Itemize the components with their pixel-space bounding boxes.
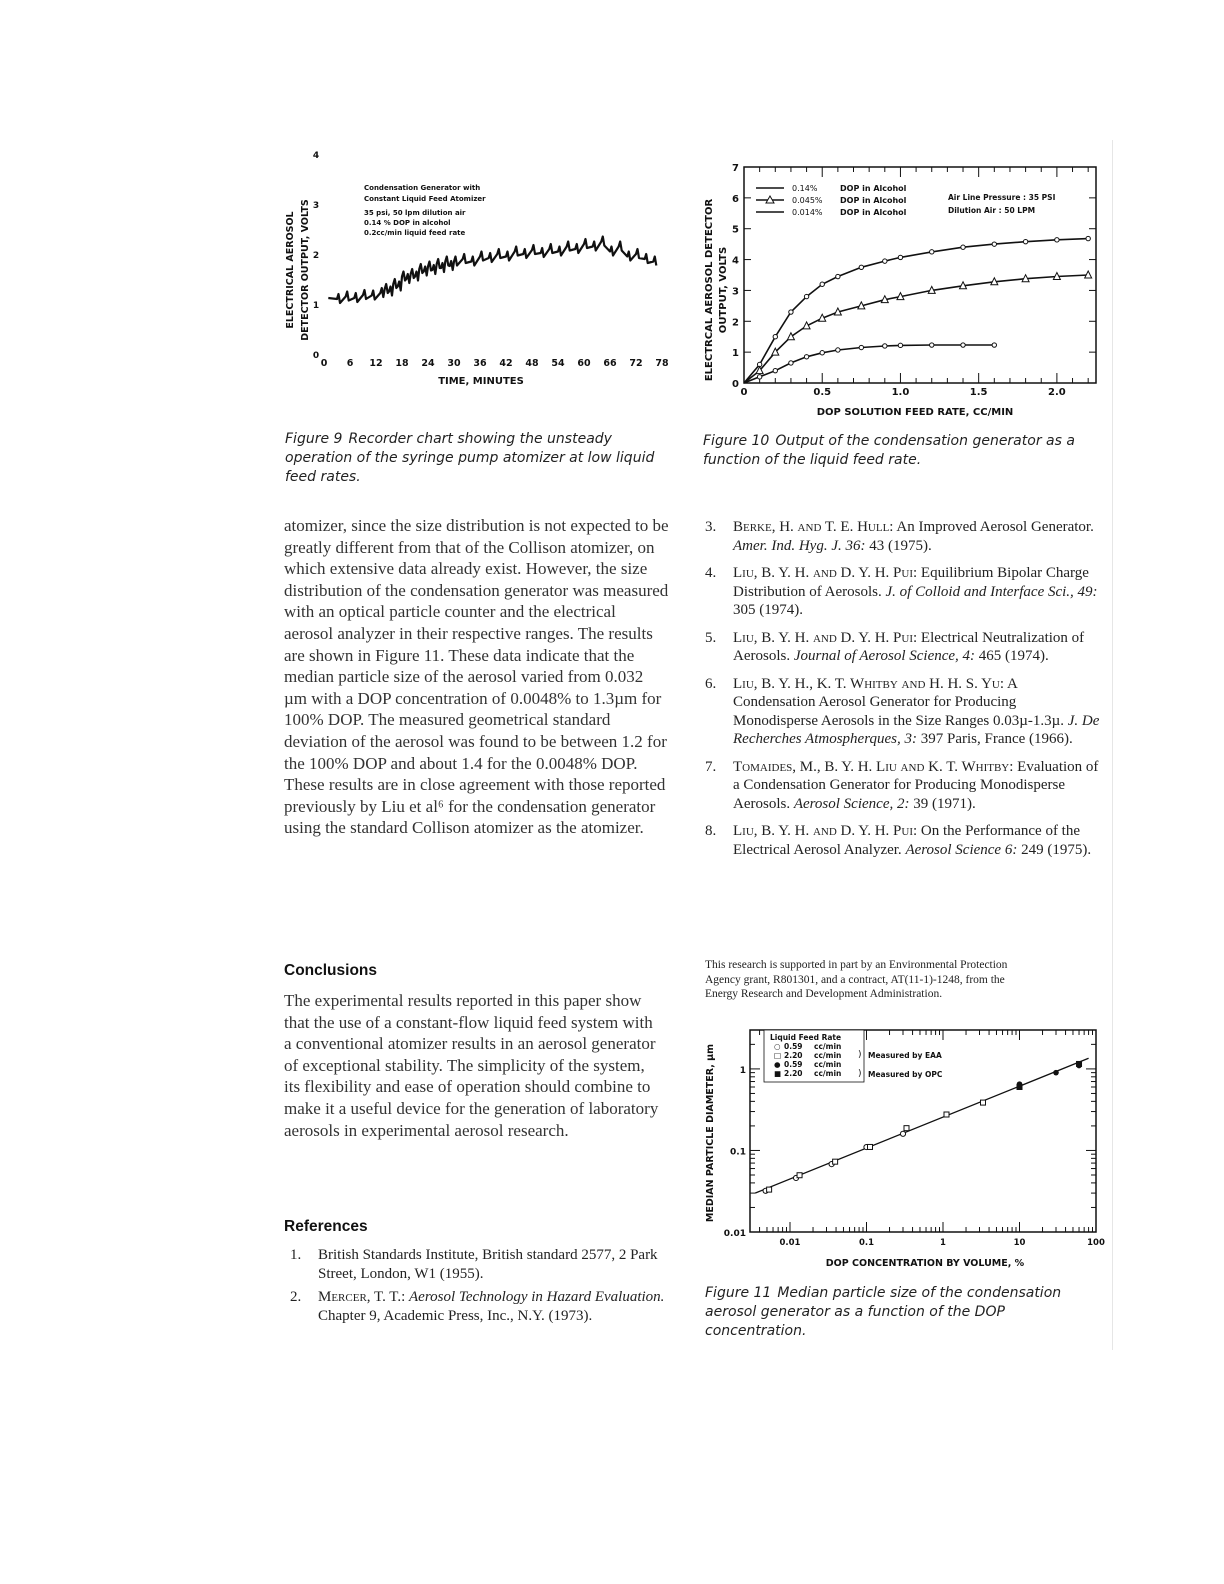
fig11-x-tick-label: 0.1 [858,1238,875,1248]
fig10-annotation: Dilution Air : 50 LPM [948,206,1036,215]
figure-9-number: Figure 9 [285,431,343,447]
fig11-x-tick-label: 0.01 [779,1238,801,1248]
reference-text: On the Performance of the Electrical Aerosol Analyzer. [733,823,1081,858]
fig11-legend-rate: 2.20 [784,1069,803,1078]
fig10-data-point [992,242,996,246]
fig9-annotation [364,184,486,237]
reference-text: British Standards Institute, British standard 2577, 2 Park Street, London, W1 (1955). [318,1247,658,1282]
fig10-data-point [930,343,934,347]
fig11-data-point [1017,1084,1023,1090]
fig9-x-tick-label: 36 [473,358,487,369]
fig9-annot-line: Constant Liquid Feed Atomizer [364,195,486,203]
fig11-legend-symbol: □ [774,1051,782,1060]
fig10-x-tick-label: 0.5 [813,387,832,398]
fig10-data-point [961,343,965,347]
fig9-x-tick-label: 78 [655,358,669,369]
fig9-x-tick-label: 24 [421,358,435,369]
fig10-x-tick-label: 1.5 [969,387,988,398]
references-list-left [290,1246,675,1330]
fig10-data-point [789,310,793,314]
fig10-series-line [744,275,1088,383]
fig11-data-point [1076,1061,1082,1067]
reference-number: 2. [290,1289,302,1305]
reference-text: Evaluation of a Condensation Generator for Producing Monodisperse Aerosols. [733,758,1099,812]
fig10-x-axis-label: DOP SOLUTION FEED RATE, CC/MIN [816,407,1014,418]
reference-authors: Liu, B. Y. H. and D. Y. H. Pui: [733,629,918,646]
fig9-annot-line: Condensation Generator with [364,184,481,192]
fig9-ylabel-line1: ELECTRICAL AEROSOL [285,211,296,329]
reference-item [705,629,1103,666]
reference-authors: Liu, B. Y. H., K. T. Whitby and H. H. S. Yu: [733,675,1005,692]
fig10-series-line [744,345,994,383]
fig11-legend-rate: 2.20 [784,1051,803,1060]
fig11-x-tick-label: 100 [1087,1238,1105,1248]
reference-details: 43 (1975). [869,537,932,554]
fig11-legend-unit: cc/min [814,1060,842,1069]
fig11-y-tick-label: 1 [739,1065,746,1076]
fig10-data-point [836,348,840,352]
fig10-legend [756,184,1056,217]
fig9-y-axis-label [285,199,311,341]
figure-10-caption-text: Output of the condensation generator as a function of the liquid feed rate. [703,433,1075,468]
reference-number: 4. [705,565,717,581]
fig11-y-tick-label: 0.01 [723,1229,746,1239]
fig10-data-point [773,368,777,372]
fig9-x-tick-label: 60 [577,358,591,369]
reference-item [705,822,1103,859]
fig9-y-tick-label: 0 [312,351,320,361]
fig10-data-point [757,375,761,379]
fig10-data-point [883,259,887,263]
reference-details: 397 Paris, France (1966). [920,731,1073,747]
fig11-legend-unit: cc/min [814,1069,842,1078]
fig10-y-tick-label: 6 [732,193,739,205]
reference-details: 249 (1975). [1021,841,1092,858]
reference-authors: Tomaides, M., B. Y. H. Liu and K. T. Whitby: [733,758,1014,775]
fig10-y-tick-label: 1 [732,348,739,360]
fig9-y-tick-label: 4 [312,151,320,161]
fig11-legend-rate: 0.59 [784,1042,803,1051]
reference-item [705,518,1103,555]
reference-journal: J. De Recherches Atmospherques, 3: [733,712,1100,747]
reference-text: A Condensation Aerosol Generator for Producing Monodisperse Aerosols in the Size Ranges 0.03µ-1.3µ. [733,675,1064,729]
fig10-data-point [804,294,808,298]
reference-number: 8. [705,823,717,839]
fig10-series-group [744,236,1092,383]
reference-details: 465 (1974). [978,648,1049,664]
fig11-legend-group: Measured by OPC [868,1070,943,1079]
fig9-x-tick-label: 18 [395,358,409,369]
fig11-data-point [904,1126,909,1131]
fig9-x-tick-label: 30 [447,358,461,369]
figure-9-caption-text: Recorder chart showing the unsteady operation of the syringe pump atomizer at low liquid feed rates. [285,431,655,485]
fig10-y-tick-label: 5 [732,224,739,236]
fig11-data-point [833,1159,838,1164]
fig11-data-point [980,1100,985,1105]
fig11-legend-rate: 0.59 [784,1060,803,1069]
fig9-x-axis-label: TIME, MINUTES [438,376,524,387]
fig11-y-axis-label: MEDIAN PARTICLE DIAMETER, µm [705,1043,716,1223]
fig11-x-axis-label: DOP CONCENTRATION BY VOLUME, % [825,1258,1025,1269]
body-paragraph: atomizer, since the size distribution is not expected to be greatly different from that of the Collison atomizer, on which extensive data already exist. However, the size distribution of the condensation generator was measured with an optical particle counter and the electrical aerosol analyzer in their respective ranges. The results are shown in Figure 11. These data indicate that the median particle size of the aerosol varied from 0.032 µm with a DOP concentration of 0.0048% to 1.3µm for 100% DOP. The measured geometrical standard deviation of the aerosol was found to be between 1.2 for the 100% DOP and about 1.4 for the 0.0048% DOP. These results are in close agreement with those reported previously by Liu et al⁶ for the condensation generator using the standard Collison atomizer as the atomizer. [284,516,669,838]
reference-authors: Mercer, T. T.: [318,1289,406,1305]
reference-text: An Improved Aerosol Generator. [896,519,1094,535]
references-heading: References [284,1218,368,1235]
fig10-ylabel-line1: ELECTRCAL AEROSOL DETECTOR [704,198,715,382]
fig11-x-tick-label: 10 [1013,1238,1026,1248]
figure-11-caption [705,1284,1100,1341]
reference-details: 305 (1974). [733,602,803,618]
fig10-data-point [804,355,808,359]
fig10-data-point [1086,236,1090,240]
figure-9-caption [285,430,655,487]
fig11-data-point [767,1187,772,1192]
figure-10-number: Figure 10 [703,433,770,449]
fig10-data-point [1055,238,1059,242]
fig11-legend-symbol: ■ [774,1069,782,1078]
reference-text: Equilibrium Bipolar Charge Distribution of Aerosols. [733,565,1089,600]
fig10-data-point [898,343,902,347]
fig10-data-point [789,361,793,365]
reference-number: 6. [705,675,717,692]
fig10-x-tick-label: 2.0 [1048,387,1066,398]
reference-journal: Amer. Ind. Hyg. J. 36: [733,537,866,554]
fig10-data-point [859,345,863,349]
reference-number: 7. [705,758,717,775]
reference-item [290,1246,675,1283]
reference-authors: Berke, H. and T. E. Hull: [733,519,894,535]
fig10-y-tick-label: 7 [732,163,739,174]
reference-details: Chapter 9, Academic Press, Inc., N.Y. (1973). [318,1307,593,1324]
fig10-data-point [992,343,996,347]
fig9-y-tick-label: 1 [312,301,320,311]
fig10-ylabel-line2: OUTPUT, VOLTS [718,246,729,334]
fig10-data-point [883,344,887,348]
reference-journal: Aerosol Science, 2: [793,795,910,812]
fig10-data-point [787,333,794,340]
fig11-legend-brace: ) [858,1069,862,1079]
fig10-data-point [1023,239,1027,243]
fig9-annot-line: 0.2cc/min liquid feed rate [364,229,466,237]
conclusions-paragraph: The experimental results reported in this paper show that the use of a constant-flow liquid feed system with a conventional atomizer results in an aerosol generator of exceptional stability. The simplicity of the system, its flexibility and ease of operation should combine to make it a useful device for the generation of laboratory aerosols in experimental aerosol research. [284,991,659,1140]
figure-10-chart [700,155,1105,425]
fig11-y-tick-label: 0.1 [730,1147,746,1158]
reference-details: 39 (1971). [913,795,976,812]
fig10-legend-label: DOP in Alcohol [840,184,907,193]
reference-number: 3. [705,519,717,535]
reference-journal: Aerosol Science 6: [905,841,1018,858]
fig10-legend-conc: 0.014% [792,208,823,217]
fig10-y-tick-label: 2 [732,317,739,329]
figure-11-caption-text: Median particle size of the condensation aerosol generator as a function of the DOP concentration. [705,1285,1062,1339]
fig11-legend-unit: cc/min [814,1051,842,1060]
fig10-y-tick-label: 3 [732,286,739,298]
fig11-legend-title: Liquid Feed Rate [770,1033,842,1042]
fig9-x-tick-label: 6 [346,358,354,369]
fig9-x-tick-label: 42 [499,358,513,369]
reference-journal: Journal of Aerosol Science, 4: [793,648,976,664]
fig10-x-tick-label: 1.0 [891,387,910,398]
fig10-legend-conc: 0.14% [792,184,818,193]
conclusions-heading: Conclusions [284,962,378,979]
fig11-x-tick-label: 1 [940,1238,946,1248]
reference-journal: Aerosol Technology in Hazard Evaluation. [409,1289,665,1305]
figure-11-number: Figure 11 [705,1285,772,1301]
reference-text: Electrical Neutralization of Aerosols. [733,629,1085,664]
fig9-recorder-trace [328,237,656,304]
fig11-legend-unit: cc/min [814,1042,842,1051]
fig9-y-tick-label: 2 [312,251,320,261]
fig9-annot-line: 35 psi, 50 lpm dilution air [364,209,466,217]
page-edge-rule [1112,140,1113,1350]
fig9-x-tick-label: 0 [320,358,328,369]
reference-item [705,564,1103,620]
references-list-right [705,518,1103,868]
fig10-data-point [773,335,777,339]
reference-journal: J. of Colloid and Interface Sci., 49: [885,583,1098,600]
fig9-x-tick-label: 48 [525,358,539,369]
reference-authors: Liu, B. Y. H. and D. Y. H. Pui: [733,565,918,581]
fig9-ylabel-line2: DETECTOR OUTPUT, VOLTS [300,199,311,341]
reference-authors: Liu, B. Y. H. and D. Y. H. Pui: [733,823,918,839]
fig11-data-point [868,1144,873,1149]
fig11-data-point [944,1112,949,1117]
fig11-legend-symbol: ○ [774,1042,781,1051]
fig10-legend-conc: 0.045% [792,196,823,205]
fig10-data-point [820,282,824,286]
fig10-legend-label: DOP in Alcohol [840,208,907,217]
fig10-x-tick-label: 0 [740,387,748,398]
fig10-data-point [820,351,824,355]
funding-footnote: This research is supported in part by an Environmental Protection Agency grant, R801301, and a contract, AT(11-1)-1248, from the Energy Research and Development Administration. [705,959,1008,1000]
figure-9-chart [280,140,680,400]
fig10-data-point [859,265,863,269]
fig9-x-tick-label: 72 [629,358,643,369]
reference-number: 1. [290,1247,302,1263]
fig9-y-tick-label: 3 [312,201,320,211]
fig10-data-point [961,245,965,249]
reference-number: 5. [705,629,717,646]
fig11-data-point [900,1131,905,1136]
fig9-annot-line: 0.14 % DOP in alcohol [364,219,451,227]
fig9-y-ticks [313,151,319,361]
figure-11-chart [700,1018,1105,1278]
fig11-data-point [797,1173,802,1178]
fig10-data-point [898,255,902,259]
reference-item [705,758,1103,814]
fig11-legend-brace: ) [858,1050,862,1060]
fig11-data-point [1053,1070,1059,1076]
fig11-legend-symbol: ● [774,1060,781,1069]
fig10-data-point [836,274,840,278]
fig11-legend [764,1030,943,1082]
fig9-x-ticks [321,358,669,369]
fig9-x-tick-label: 66 [603,358,617,369]
fig9-x-tick-label: 54 [551,358,565,369]
figure-10-caption [703,432,1103,470]
fig10-data-point [930,250,934,254]
fig10-y-tick-label: 4 [732,255,739,267]
reference-item [705,675,1103,749]
reference-item [290,1288,675,1325]
fig10-legend-label: DOP in Alcohol [840,196,907,205]
fig11-legend-group: Measured by EAA [868,1051,942,1060]
fig10-y-tick-label: 0 [732,379,739,390]
fig10-annotation: Air Line Pressure : 35 PSI [948,193,1056,202]
fig9-x-tick-label: 12 [369,358,383,369]
